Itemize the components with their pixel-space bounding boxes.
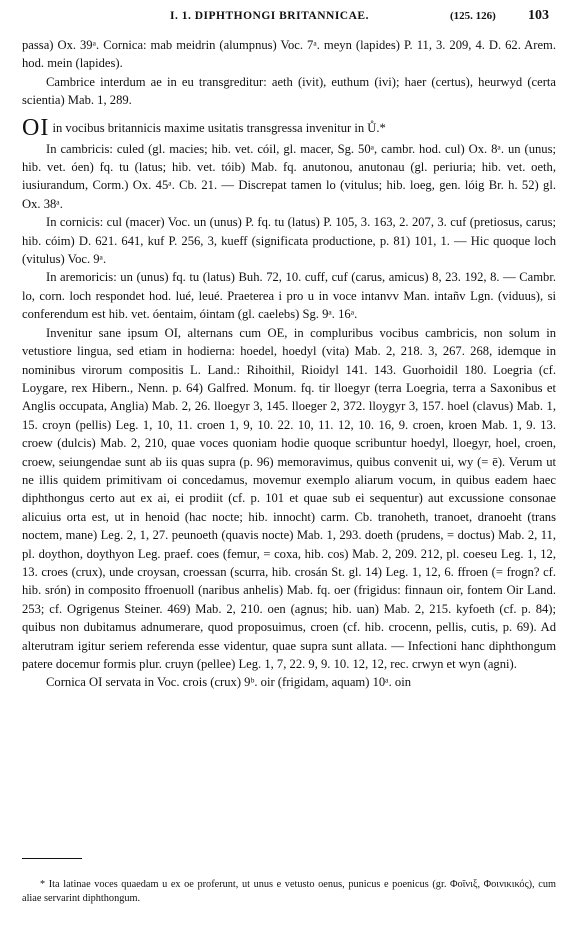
running-header — [0, 8, 567, 30]
section-heading-oi — [22, 116, 556, 140]
footnote-divider — [22, 858, 82, 859]
paragraph-cambricis: In cambricis: culed (gl. macies; hib. vet. cóil, gl. macer, Sg. 50ᵃ, cambr. hod. cul) Ox. 8ᵃ. un (unus; hib. vet. óen) fq. tu (latus; hib. vet. tóib) Mab. fq. anutonou, anutonau (gl. periuria; hib. vet. oeth, iusiurandum, Corm.) Ox. 45ᵃ. Cb. 21. — Discrepat tamen lo (vitulus; hib. loeg, gen. lóig Br. h. 52) gl. Ox. 38ᵃ. — [22, 141, 556, 211]
paragraph-1: passa) Ox. 39ᵃ. Cornica: mab meidrin (alumpnus) Voc. 7ᵃ. meyn (lapides) P. 11, 3. 209, 4. D. 62. Arem. hod. mein (lapides). — [22, 38, 556, 71]
header-title: I. 1. DIPHTHONGI BRITANNICAE. — [170, 10, 369, 22]
oi-large-initial: OI — [22, 114, 50, 141]
paragraph-invenitur: Invenitur sane ipsum OI, alternans cum OE, in compluribus vocibus cambricis, non solum in vetustiore lingua, sed etiam in hodierna: hoedel, hoedyl (vita) Mab. 2, 218. 3, 267. 268, idemque in nominibus virorum compositis L. Land.: Rihoithil, Rioidyl 141. 143. Guorhoidil 180. Loegria (cf. Loygare, rex Hibern., Nenn. p. 64) Galfred. Monum. fq. tir lloegyr (terra Loegria, terra a Saxonibus et Anglis occupata, Anglia) Mab. 2, 26. lloegyr 3, 145. lloeger 2, 372. lloygyr 3, 157. hoel (clavus) Mab. 1, 15. croyn (pellis) Leg. 1, 10, 11. croen 1, 9, 10. 22. 10, 11. 12, 10. 16, 9. croen, kroen Mab. 1, 9. 13. croew (dulcis) Mab. 2, 210, quae voces quoniam hodie quoque scribuntur hoedyl, lloegyr, hoel, croen, croew, seiungendae sunt ab iis quas supra (p. 96) memoravimus, quibus convenit ui, wy (= ē). Verum ut ne illis quidem primitivam oi concedamus, movemur exemplo aliarum vocum, in quibus eadem haec diphthongus certo aut ex ai, ei prodiit (cf. p. 101 et quae sub ei sequentur) aut excussione consonae alicuius orta est, ut in henoid (hac nocte; hib. innocht) carm. Cb. tranoheth, tranoet, dranoeht (trans noctem, mane) Leg. 2, 1, 27. peunoeth (quavis nocte) Mab. 1, 293. doeth (prudens, = doctus) Mab. 2, 11, pl. doython, doythyon Leg. praef. coes (femur, = coxa, hib. cos) Mab. 2, 209. 212, pl. coeseu Leg. 1, 12, 13. croes (crux), unde croysan, croessan (scurra, hib. crosán St. gl. 14) Leg. 1, 12, 6. ffroen (= frogn? cf. hib. srón) in composito ffroenuoll (naribus anhelis) Mab. fq. oer (frigidus: finnaun oir, fontem Oir Land. 253; cf. Ogrigenus Steiner. 469) Mab. 2, 210. oen (agnus; hib. uan) Mab. 2, 215. kyfoeth (cf. p. 84); quibus non dubitamus adnumerare, quod proposuimus, croen (cf. hib. crocenn, pellis, cutis, p. 69). Ad alterutram igitur seriem referenda esse videntur, quae supra sunt allata. — Infectioni hanc diphthongum patere docemur formis plur. cruyn (pellee) Leg. 1, 7, 22. 9, 9. 10. 12, 12, rec. crwyn et wyn (agni). — [22, 325, 556, 671]
page-number: 103 — [528, 8, 549, 23]
section-heading-text: in vocibus britannicis maxime usitatis transgressa invenitur in Ů.* — [52, 120, 386, 135]
page-body — [22, 36, 556, 692]
paragraph-2: Cambrice interdum ae in eu transgreditur: aeth (ivit), euthum (ivi); haer (certus), heurwyd (certa scientia) Mab. 1, 289. — [22, 74, 556, 108]
header-section-range: (125. 126) — [450, 10, 496, 22]
paragraph-cornicis: In cornicis: cul (macer) Voc. un (unus) P. fq. tu (latus) P. 105, 3. 163, 2. 207, 3. cuf (pretiosus, carus; hib. cóim) D. 621. 641, kuf P. 256, 3, kueff (significata productione, p. 81) 101, 1. — Hic quoque loch (vitulus) Voc. 9ᵃ. — [22, 215, 556, 267]
footnote: * Ita latinae voces quaedam u ex oe proferunt, ut unus e vetusto oenus, punicus e poenicus (gr. Φοῖνιξ, Φοινικικός), cum aliae servarint diphthongum. — [22, 879, 556, 905]
paragraph-aremoricis: In aremoricis: un (unus) fq. tu (latus) Buh. 72, 10. cuff, cuf (carus, amicus) 8, 23. 192, 8. — Cambr. lo, corn. loch respondet hod. lué, leué. Praeterea i pro u in voce intanvv Man. intañv Lgn. (viduus), si conferendum est hib. vet. óentaim, óintam (gl. caelebs) Sg. 9ᵃ. 16ᵃ. — [22, 270, 556, 322]
paragraph-cornica: Cornica OI servata in Voc. crois (crux) 9ᵇ. oir (frigidam, aquam) 10ᵃ. oin — [46, 675, 411, 690]
